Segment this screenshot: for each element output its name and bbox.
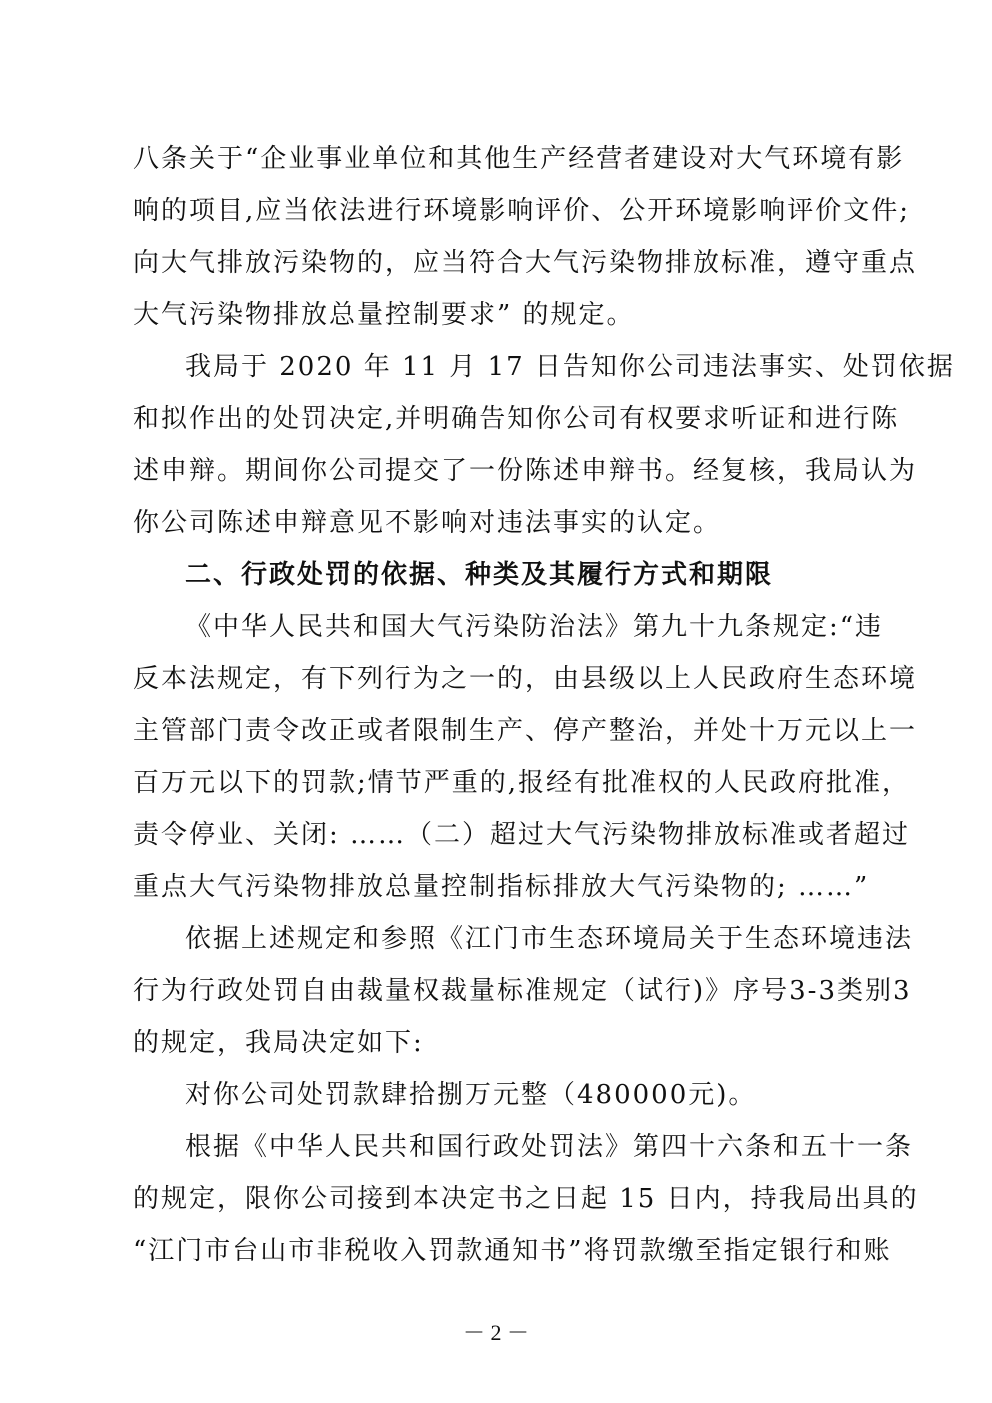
body-text-line: 响的项目,应当依法进行环境影响评价、公开环境影响评价文件; bbox=[133, 196, 911, 226]
body-text-line: “江门市台山市非税收入罚款通知书”将罚款缴至指定银行和账 bbox=[133, 1236, 892, 1266]
body-text-line: 的规定，限你公司接到本决定书之日起 15 日内，持我局出具的 bbox=[133, 1184, 919, 1214]
body-text-line: 重点大气污染物排放总量控制指标排放大气污染物的; ……” bbox=[133, 872, 870, 902]
body-text-line: 根据《中华人民共和国行政处罚法》第四十六条和五十一条 bbox=[185, 1132, 914, 1162]
body-text-line: 我局于 2020 年 11 月 17 日告知你公司违法事实、处罚依据 bbox=[185, 352, 955, 382]
body-text-line: 八条关于“企业事业单位和其他生产经营者建设对大气环境有影 bbox=[133, 144, 905, 174]
page-number: － 2 － bbox=[462, 1320, 529, 1345]
body-text-line: 行为行政处罚自由裁量权裁量标准规定（试行)》序号3-3类别3 bbox=[133, 976, 912, 1006]
body-text-line: 述申辩。期间你公司提交了一份陈述申辩书。经复核，我局认为 bbox=[133, 456, 918, 486]
body-text-line: 大气污染物排放总量控制要求” 的规定。 bbox=[133, 300, 635, 330]
body-text-line: 责令停业、关闭: ……（二）超过大气污染物排放标准或者超过 bbox=[133, 820, 911, 850]
body-text-line: 百万元以下的罚款;情节严重的,报经有批准权的人民政府批准， bbox=[133, 768, 911, 798]
body-text-line: 向大气排放污染物的，应当符合大气污染物排放标准，遵守重点 bbox=[133, 248, 918, 278]
body-text-line: 主管部门责令改正或者限制生产、停产整治，并处十万元以上一 bbox=[133, 716, 918, 746]
body-text-line: 和拟作出的处罚决定,并明确告知你公司有权要求听证和进行陈 bbox=[133, 404, 900, 434]
body-text-line: 反本法规定，有下列行为之一的，由县级以上人民政府生态环境 bbox=[133, 664, 918, 694]
section-heading: 二、行政处罚的依据、种类及其履行方式和期限 bbox=[185, 560, 774, 590]
body-text-line: 对你公司处罚款肆拾捌万元整（480000元)。 bbox=[185, 1080, 757, 1110]
body-text-line: 你公司陈述申辩意见不影响对违法事实的认定。 bbox=[133, 508, 722, 538]
body-text-line: 依据上述规定和参照《江门市生态环境局关于生态环境违法 bbox=[185, 924, 914, 954]
body-text-line: 的规定，我局决定如下: bbox=[133, 1028, 424, 1058]
body-text-line: 《中华人民共和国大气污染防治法》第九十九条规定:“违 bbox=[185, 612, 884, 642]
